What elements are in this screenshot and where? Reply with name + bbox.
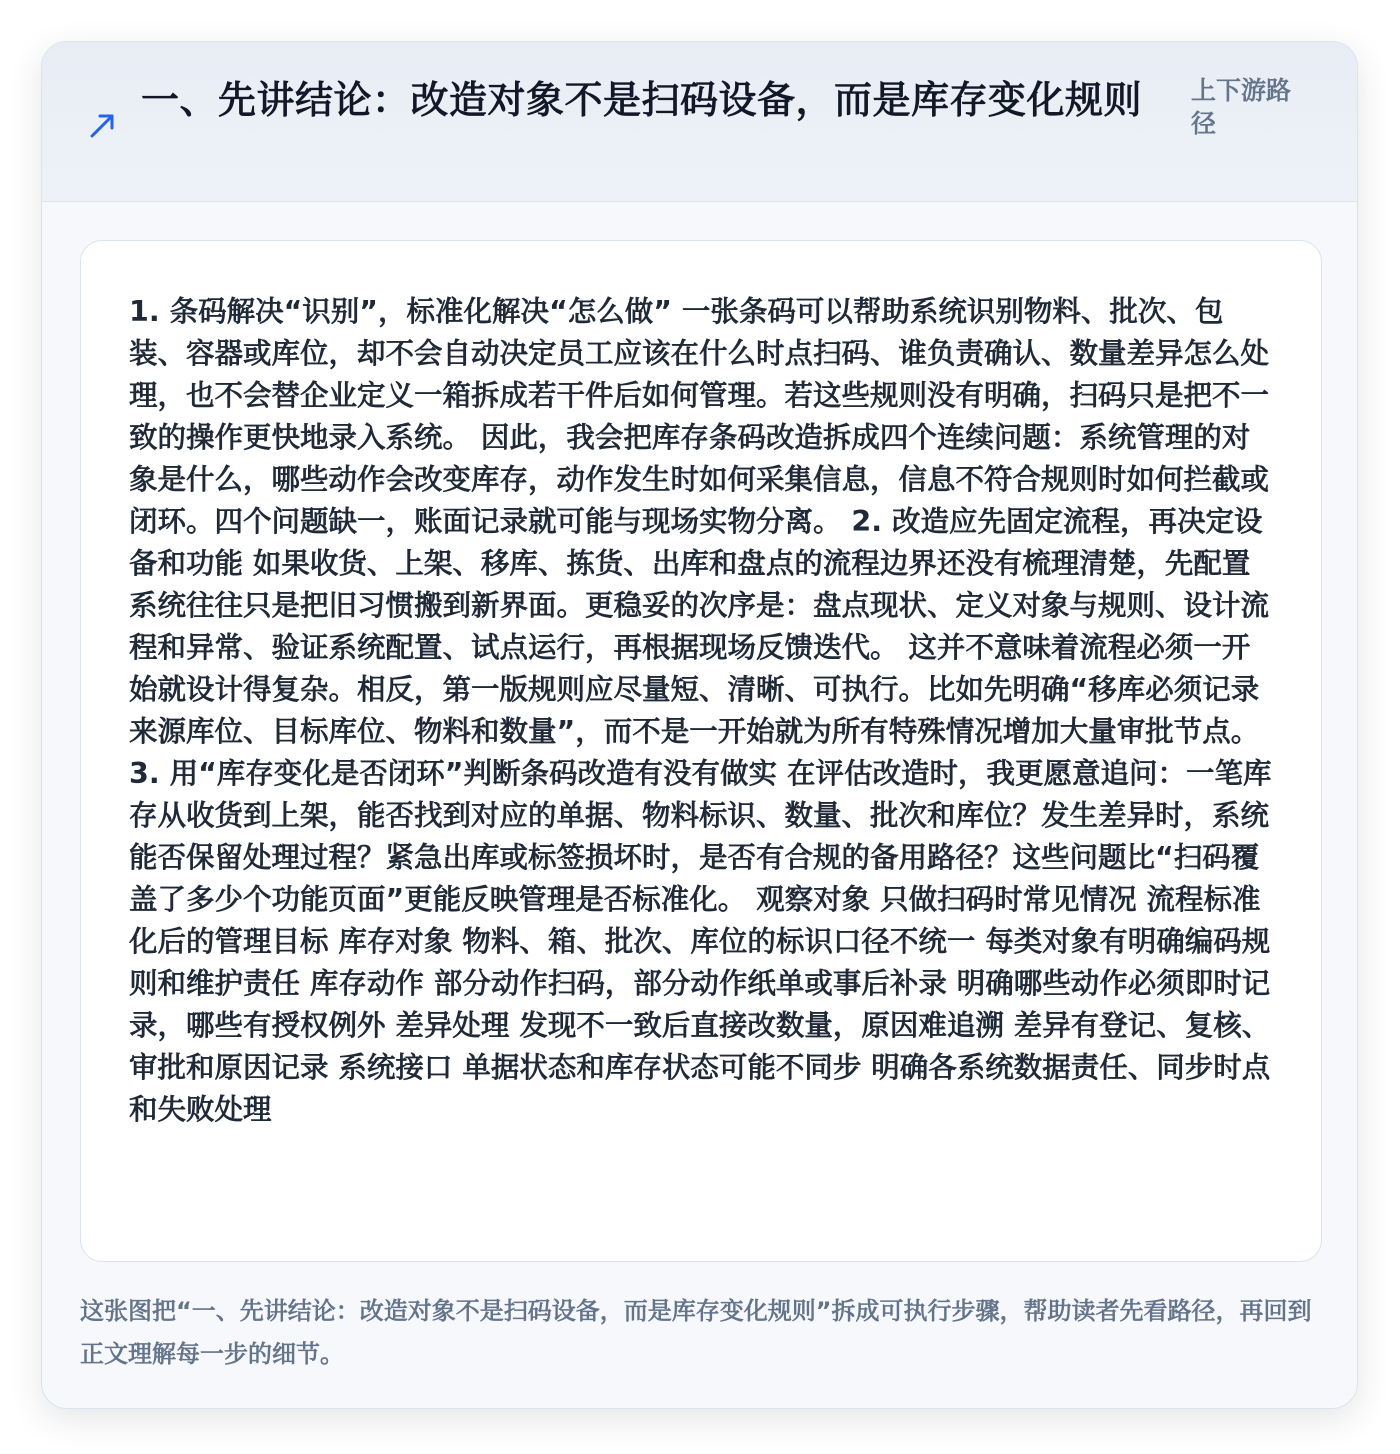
arrow-up-right-icon <box>87 110 117 140</box>
page-title: 一、先讲结论：改造对象不是扫码设备，而是库存变化规则 <box>141 78 1143 122</box>
body-text: 1. 条码解决“识别”，标准化解决“怎么做” 一张条码可以帮助系统识别物料、批次、包装、容器或库位，却不会自动决定员工应该在什么时点扫码、谁负责确认、数量差异怎么处理，也不会替企业定义一箱拆成若干件后如何管理。若这些规则没有明确，扫码只是把不一致的操作更快地录入系统。 因此，我会把库存条码改造拆成四个连续问题：系统管理的对象是什么，哪些动作会改变库存，动作发生时如何采集信息，信息不符合规则时如何拦截或闭环。四个问题缺一，账面记录就可能与现场实物分离。 2. 改造应先固定流程，再决定设备和功能 如果收货、上架、移库、拣货、出库和盘点的流程边界还没有梳理清楚，先配置系统往往只是把旧习惯搬到新界面。更稳妥的次序是：盘点现状、定义对象与规则、设计流程和异常、验证系统配置、试点运行，再根据现场反馈迭代。 这并不意味着流程必须一开始就设计得复杂。相反，第一版规则应尽量短、清晰、可执行。比如先明确“移库必须记录来源库位、目标库位、物料和数量”，而不是一开始就为所有特殊情况增加大量审批节点。 3. 用“库存变化是否闭环”判断条码改造有没有做实 在评估改造时，我更愿意追问：一笔库存从收货到上架，能否找到对应的单据、物料标识、数量、批次和库位？发生差异时，系统能否保留处理过程？紧急出库或标签损坏时，是否有合规的备用路径？这些问题比“扫码覆盖了多少个功能页面”更能反映管理是否标准化。 观察对象 只做扫码时常见情况 流程标准化后的管理目标 库存对象 物料、箱、批次、库位的标识口径不统一 每类对象有明确编码规则和维护责任 库存动作 部分动作扫码，部分动作纸单或事后补录 明确哪些动作必须即时记录，哪些有授权例外 差异处理 发现不一致后直接改数量，原因难追溯 差异有登记、复核、审批和原因记录 系统接口 单据状态和库存状态可能不同步 明确各系统数据责任、同步时点和失败处理 <box>129 295 1272 1126</box>
article-card <box>41 41 1358 1409</box>
card-header <box>42 42 1357 202</box>
figure-caption: 这张图把“一、先讲结论：改造对象不是扫码设备，而是库存变化规则”拆成可执行步骤，帮助读者先看路径，再回到正文理解每一步的细节。 <box>80 1297 1312 1368</box>
content-box <box>80 240 1322 1262</box>
header-tag: 上下游路径 <box>1191 76 1292 138</box>
